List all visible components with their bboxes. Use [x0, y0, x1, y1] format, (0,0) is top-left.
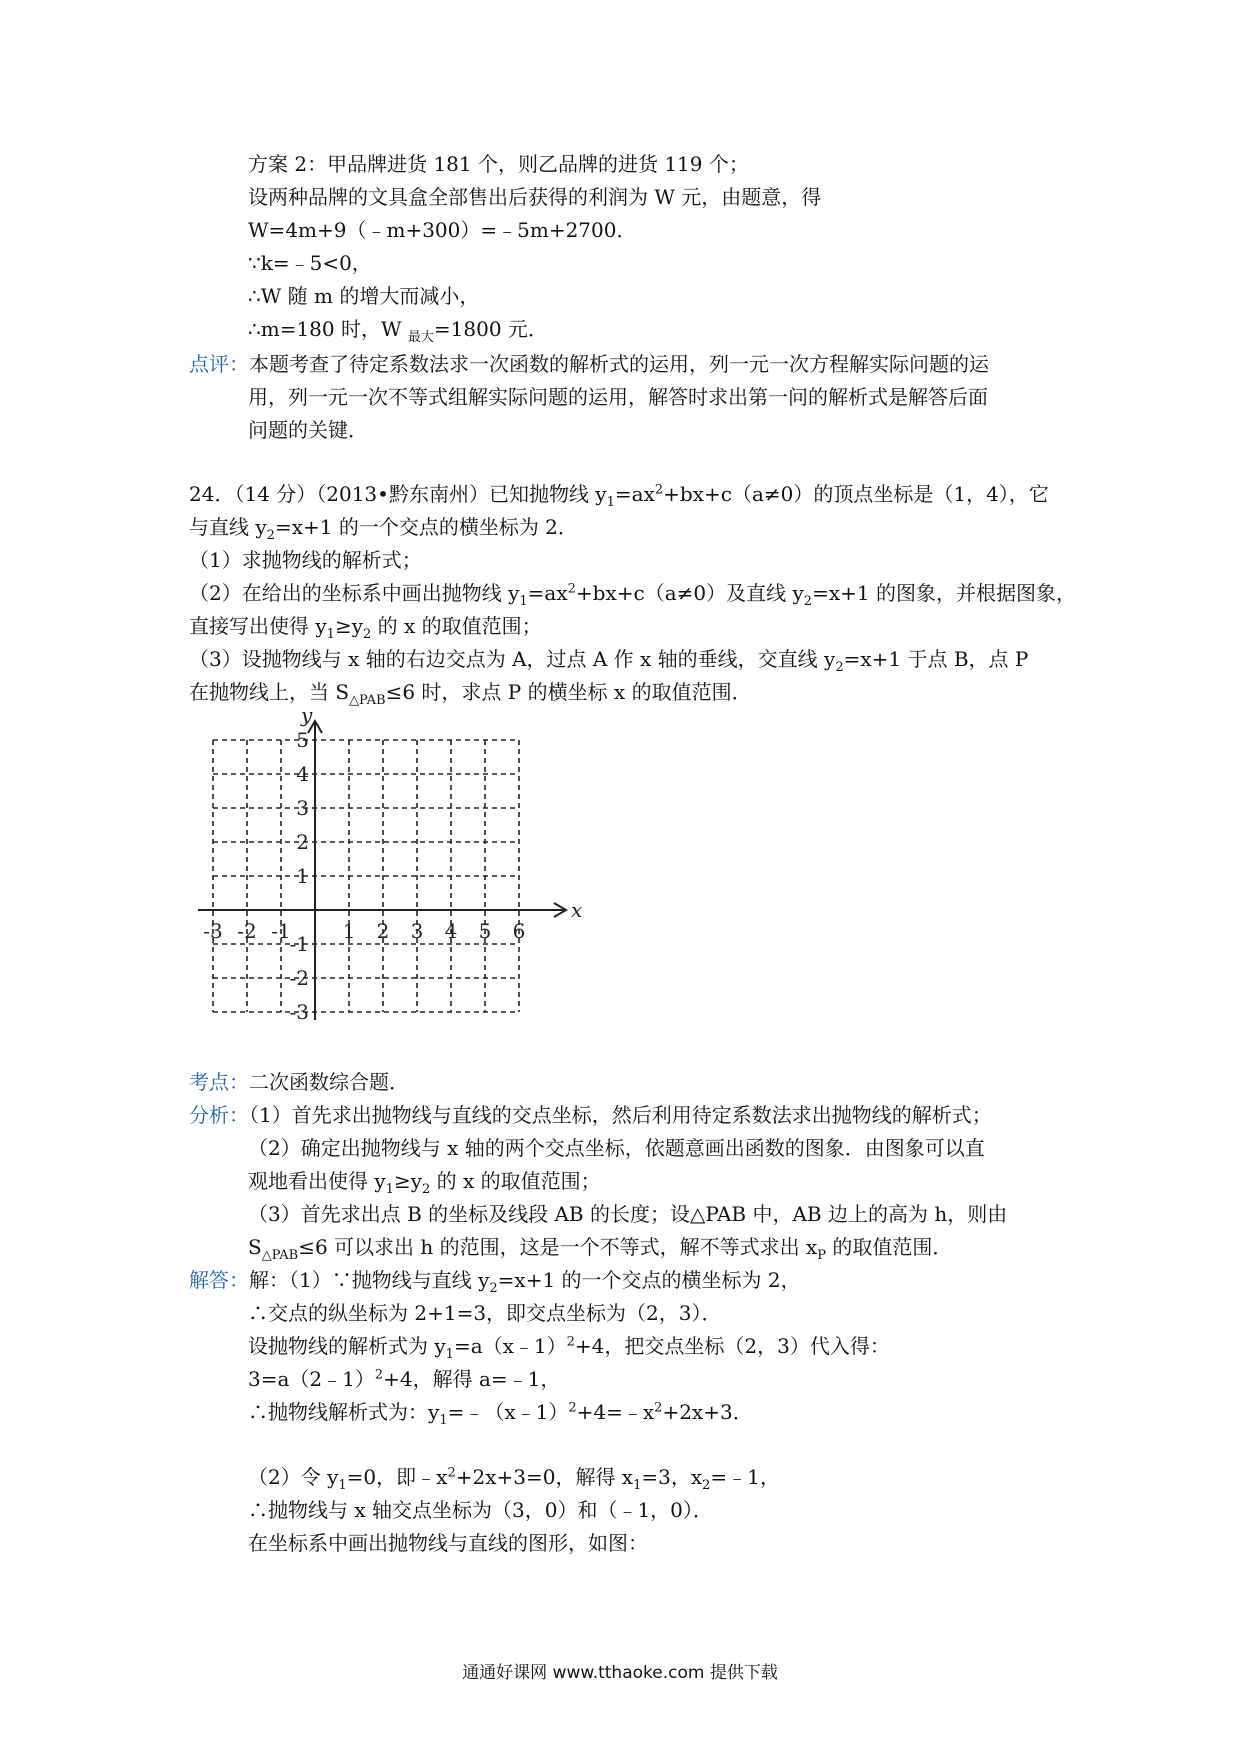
solution-line-6: [248, 1463, 780, 1491]
fenxi-line-4: （3）首先求出点 B 的坐标及线段 AB 的长度；设△PAB 中，AB 边上的高为 h，则由: [248, 1202, 1008, 1226]
fenxi-line-1: [189, 1101, 992, 1129]
p2-text-b: =ax: [527, 581, 568, 605]
s3-text-c: +4，把交点坐标（2，3）代入得：: [574, 1334, 890, 1358]
p2-sub-2: 2: [803, 594, 813, 609]
s5-text-c: +4=﹣x: [576, 1400, 655, 1424]
s6-text-c: +2x+3=0，解得 x: [455, 1465, 634, 1489]
solution-line-7: ∴抛物线与 x 轴交点坐标为（3，0）和（﹣1，0）．: [248, 1498, 713, 1522]
s4-text-b: +4，解得 a=﹣1，: [383, 1367, 561, 1391]
x-tick-label: 3: [410, 919, 424, 943]
s5-sub: 1: [439, 1413, 448, 1428]
y-tick-label: 1: [296, 864, 309, 888]
p3-text-b: =x+1 于点 B，点 P: [843, 647, 1029, 671]
s5-text-a: ∴抛物线解析式为：y: [248, 1400, 440, 1424]
w-max-line: [248, 315, 548, 343]
kaodian-text: 二次函数综合题．: [249, 1070, 409, 1094]
p3l2-text-a: 在抛物线上，当 S: [189, 680, 350, 704]
s5-text-d: +2x+3．: [662, 1400, 753, 1424]
fenxi-line-2: （2）确定出抛物线与 x 轴的两个交点坐标，依题意画出函数的图象．由图象可以直: [248, 1136, 985, 1160]
solution-line-3: [248, 1332, 890, 1360]
x-axis-label: x: [571, 898, 583, 922]
q-text-c: +bx+c（a≠0）的顶点坐标是（1，4），它: [663, 482, 1049, 506]
p2l2-text-a: 直接写出使得 y: [189, 614, 327, 638]
y-tick-label: 3: [296, 796, 309, 820]
fenxi-line-5: [248, 1233, 952, 1261]
s6-text-e: =﹣1，: [710, 1465, 780, 1489]
p2l2-text-b: ≥y: [334, 614, 363, 638]
q2-sub: 2: [266, 528, 275, 543]
y-tick-label: -2: [289, 966, 309, 990]
part2-line-1: [189, 579, 1076, 607]
y-tick-labels: [290, 728, 309, 1024]
s3-text-a: 设抛物线的解析式为 y: [248, 1334, 446, 1358]
p2-sub-1: 1: [519, 594, 528, 609]
k-negative-line: ∵k=﹣5<0，: [248, 251, 372, 275]
fx3-sub-1: 1: [385, 1182, 394, 1197]
footer-download-note: 通通好课网 www.tthaoke.com 提供下载: [462, 1663, 778, 1683]
x-tick-label: -1: [271, 919, 291, 943]
q2-text-b: =x+1 的一个交点的横坐标为 2．: [274, 515, 578, 539]
comment-label: 点评：: [189, 352, 249, 376]
s6-sup: 2: [447, 1465, 456, 1481]
q-text-a: 24．（14 分）（2013•黔东南州）已知抛物线 y: [189, 482, 607, 506]
s1-text-a: 解：（1）∵抛物线与直线 y: [249, 1268, 490, 1292]
s6-text-b: =0，即﹣x: [346, 1465, 448, 1489]
p2-text-d: =x+1 的图象，并根据图象，: [812, 581, 1076, 605]
y-tick-label: 4: [296, 762, 309, 786]
fenxi-line-3: [248, 1167, 601, 1195]
solution-line-4: [248, 1365, 560, 1393]
fx5-sub-2: P: [817, 1248, 827, 1263]
fx5-text-b: ≤6 可以求出 h 的范围，这是一个不等式，解不等式求出 x: [298, 1235, 818, 1259]
s3-sub: 1: [445, 1347, 454, 1362]
p3-sub: 2: [835, 660, 844, 675]
p3-text-a: （3）设抛物线与 x 轴的右边交点为 A，过点 A 作 x 轴的垂线，交直线 y: [189, 647, 836, 671]
comment-line-2: 用，列一元一次不等式组解实际问题的运用，解答时求出第一问的解析式是解答后面: [248, 385, 988, 409]
p3l2-text-b: ≤6 时，求点 P 的横坐标 x 的取值范围．: [385, 680, 752, 704]
s1-sub: 2: [489, 1281, 498, 1296]
part3-line-1: [189, 645, 1028, 673]
x-tick-label: 4: [444, 919, 458, 943]
part1-line: （1）求抛物线的解析式；: [189, 548, 422, 572]
q-text-b: =ax: [614, 482, 655, 506]
question-line-1: [189, 480, 1049, 508]
solution-line-2: ∴交点的纵坐标为 2+1=3，即交点坐标为（2，3）．: [248, 1301, 722, 1325]
s6-text-d: =3，x: [641, 1465, 703, 1489]
x-tick-label: 2: [376, 919, 390, 943]
w-decreases-line: ∴W 随 m 的增大而减小，: [248, 284, 480, 308]
s3-sup: 2: [566, 1334, 575, 1350]
x-tick-label: -3: [203, 919, 223, 943]
solution-line-5: [248, 1398, 753, 1426]
p2l2-text-c: 的 x 的取值范围；: [371, 614, 542, 638]
s4-sup: 2: [374, 1367, 384, 1383]
s5-sup-2: 2: [654, 1400, 663, 1416]
y-axis-label: y: [301, 703, 313, 727]
fenxi-text-1: （1）首先求出抛物线与直线的交点坐标，然后利用待定系数法求出抛物线的解析式；: [249, 1103, 992, 1127]
x-tick-labels: [203, 919, 525, 943]
comment-text-1: 本题考查了待定系数法求一次函数的解析式的运用，列一元一次方程解实际问题的运: [249, 352, 989, 376]
p2-text-c: +bx+c（a≠0）及直线 y: [575, 581, 804, 605]
q2-text-a: 与直线 y: [189, 515, 267, 539]
comment-line-1: [189, 350, 989, 378]
s5-sup: 2: [568, 1400, 577, 1416]
part2-line-2: [189, 612, 542, 640]
w-max-subscript: 最大: [407, 330, 434, 345]
p2-text-a: （2）在给出的坐标系中画出抛物线 y: [189, 581, 520, 605]
y-tick-label: 2: [296, 830, 309, 854]
fenxi-label: 分析：: [189, 1103, 249, 1127]
y-tick-label: -3: [289, 1000, 309, 1024]
coordinate-grid: [180, 700, 600, 1030]
p3l2-sub: △PAB: [349, 693, 386, 708]
s6-text-a: （2）令 y: [248, 1465, 339, 1489]
fx5-sub: △PAB: [261, 1248, 299, 1263]
y-tick-label: 5: [296, 728, 309, 752]
comment-line-3: 问题的关键．: [248, 418, 368, 442]
solution-label: 解答：: [189, 1268, 249, 1292]
s5-text-b: =﹣（x﹣1）: [447, 1400, 569, 1424]
s6-sub: 1: [338, 1478, 347, 1493]
fx5-text-c: 的取值范围．: [826, 1235, 953, 1259]
fx5-text-a: S: [248, 1235, 262, 1259]
s1-text-b: =x+1 的一个交点的横坐标为 2，: [497, 1268, 801, 1292]
p2-sup: 2: [567, 581, 576, 597]
x-tick-label: -2: [237, 919, 257, 943]
solution-line-1: [189, 1266, 801, 1294]
profit-intro-line: 设两种品牌的文具盒全部售出后获得的利润为 W 元，由题意，得: [248, 185, 822, 209]
x-tick-label: 5: [478, 919, 492, 943]
axes: [198, 721, 566, 1020]
p2l2-sub-1: 1: [326, 627, 335, 642]
s6-sub-3: 2: [702, 1478, 711, 1493]
kaodian-line: [189, 1068, 409, 1096]
q-sup-2: 2: [654, 482, 664, 498]
s6-sub-2: 1: [633, 1478, 642, 1493]
p2l2-sub-2: 2: [363, 627, 372, 642]
plan2-line: 方案 2：甲品牌进货 181 个，则乙品牌的进货 119 个；: [248, 152, 749, 176]
w-formula-line: W=4m+9（﹣m+300）=﹣5m+2700．: [248, 218, 637, 242]
x-tick-label: 1: [342, 919, 356, 943]
s4-text-a: 3=a（2﹣1）: [248, 1367, 375, 1391]
fx3-sub-2: 2: [422, 1182, 431, 1197]
w-max-text-a: ∴m=180 时，W: [248, 317, 408, 341]
fx3-text-a: 观地看出使得 y: [248, 1169, 386, 1193]
solution-line-8: 在坐标系中画出抛物线与直线的图形，如图：: [248, 1531, 648, 1555]
x-tick-label: 6: [512, 919, 526, 943]
fx3-text-b: ≥y: [393, 1169, 422, 1193]
grid-lines: [213, 740, 519, 1012]
question-line-2: [189, 513, 578, 541]
y-tick-label: -1: [289, 932, 309, 956]
s3-text-b: =a（x﹣1）: [453, 1334, 567, 1358]
fx3-text-c: 的 x 的取值范围；: [430, 1169, 601, 1193]
w-max-text-b: =1800 元．: [433, 317, 548, 341]
q-sub-1: 1: [606, 495, 615, 510]
kaodian-label: 考点：: [189, 1070, 249, 1094]
